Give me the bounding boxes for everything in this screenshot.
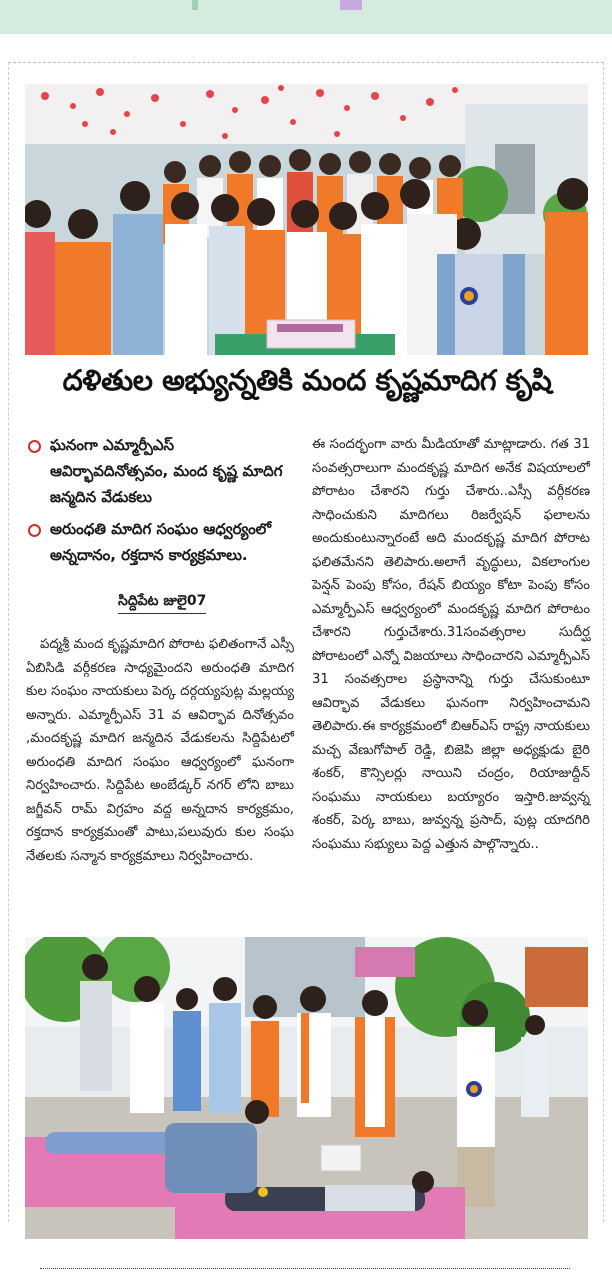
- highlight-item: [24, 432, 286, 510]
- bullet-circle-icon: [28, 524, 41, 537]
- masthead-fragment: [340, 0, 362, 10]
- group-cake-cutting-photo: [25, 84, 588, 355]
- bottom-divider: [40, 1268, 570, 1269]
- blood-donation-camp-photo: [25, 937, 588, 1239]
- headline: దళితుల అభ్యున్నతికి మంద కృష్ణమాదిగ కృషి: [62, 364, 552, 397]
- body-column-right: ఈ సందర్భంగా వారు మీడియాతో మాట్లాడారు. గత 31 సంవత్సరాలుగా మందకృష్ణ మాదిగ అనేక విషయాలలో పోరాటం చేశారని గుర్తు చేశారు..ఎస్సీ వర్గీకరణ సాధించుకుని మాదిగలు రిజర్వేషన్ ఫలాలను అందుకుంటున్నారంటే అది మందకృష్ణ మాదిగ పోరాట ఫలితమేనని తెలిపారు.అలాగే వృద్ధులు, వికలాంగుల పెన్షన్ పెంపు కోసం, రేషన్ బియ్యం కోటా పెంపు కోసం ఎమ్మార్పీఎస్ ఆధ్వర్యంలో మందకృష్ణ మాదిగ పోరాటం చేశారని గుర్తుచేశారు.31సంవత్సరాల సుదీర్ఘ పోరాటంలో ఎన్నో విజయాలు సాధించారని ఎమ్మార్పీఎస్ 31 సంవత్సరాల ప్రస్థానాన్ని గుర్తు చేసుకుంటూ ఆవిర్భావ వేడుకలు ఘనంగా నిర్వహించామని తెలిపారు.ఈ కార్యక్రమంలో బిఆర్ఎస్ రాష్ట్ర నాయకులు మచ్చ వేణుగోపాల్ రెడ్డి, బిజెపి జిల్లా అధ్యక్షుడు బైరి శంకర్, కౌన్సిలర్లు నాయిని చంద్రం, రియాజుద్దీన్ సంఘము నాయకులు బయ్యారం ఇస్తారి.జువ్వన్న శంకర్, పెర్క బాబు, జువ్వన్న ప్రసాద్, పుట్ల యాదగిరి సంఘము సభ్యులు పెద్ద ఎత్తున పాల్గొన్నారు..: [312, 437, 590, 852]
- highlight-text: అరుంధతి మాదిగ సంఘం ఆధ్వర్యంలో అన్నదానం, రక్తదాన కార్యక్రమాలు.: [50, 520, 272, 564]
- bullet-circle-icon: [28, 440, 41, 453]
- masthead-fragment: [192, 0, 198, 10]
- body-column-left: పద్మశ్రీ మంద కృష్ణమాదిగ పోరాట ఫలితంగానే ఎస్సీ ఏబిసిడి వర్గీకరణ సాధ్యమైందని అరుంధతి మాదిగ కుల సంఘం నాయకులు పెర్క దర్గయ్యపుట్ల మల్లయ్య అన్నారు. ఎమ్మార్పీఎస్ 31 వ ఆవిర్భావ దినోత్సవం ,మందకృష్ణ మాదిగ జన్మదిన వేడుకలను సిద్దిపేటలో అరుంధతి మాదిగ సంఘం ఆధ్వర్యంలో ఘనంగా నిర్వహించారు. సిద్దిపేట అంబేడ్కర్ నగర్ లోని బాబు జగ్జీవన్ రామ్ విగ్రహం వద్ద అన్నదాన కార్యక్రమం, రక్తదాన కార్యక్రమంతో పాటు,పలువురు కుల సంఘ నేతలకు సన్మాన కార్యక్రమాలు నిర్వహించారు.: [26, 637, 294, 864]
- masthead-band: [0, 0, 612, 34]
- highlights-list: [24, 432, 286, 568]
- highlight-text: ఘనంగా ఎమ్మార్పీఎస్ ఆవిర్భావదినోత్సవం, మంద కృష్ణ మాదిగ జన్మదిన వేడుకలు: [50, 436, 283, 506]
- highlight-item: [24, 516, 286, 568]
- frame-border-left: [8, 62, 10, 1222]
- dateline: సిద్దిపేట జులై07: [118, 593, 206, 614]
- frame-border-right: [603, 62, 605, 1222]
